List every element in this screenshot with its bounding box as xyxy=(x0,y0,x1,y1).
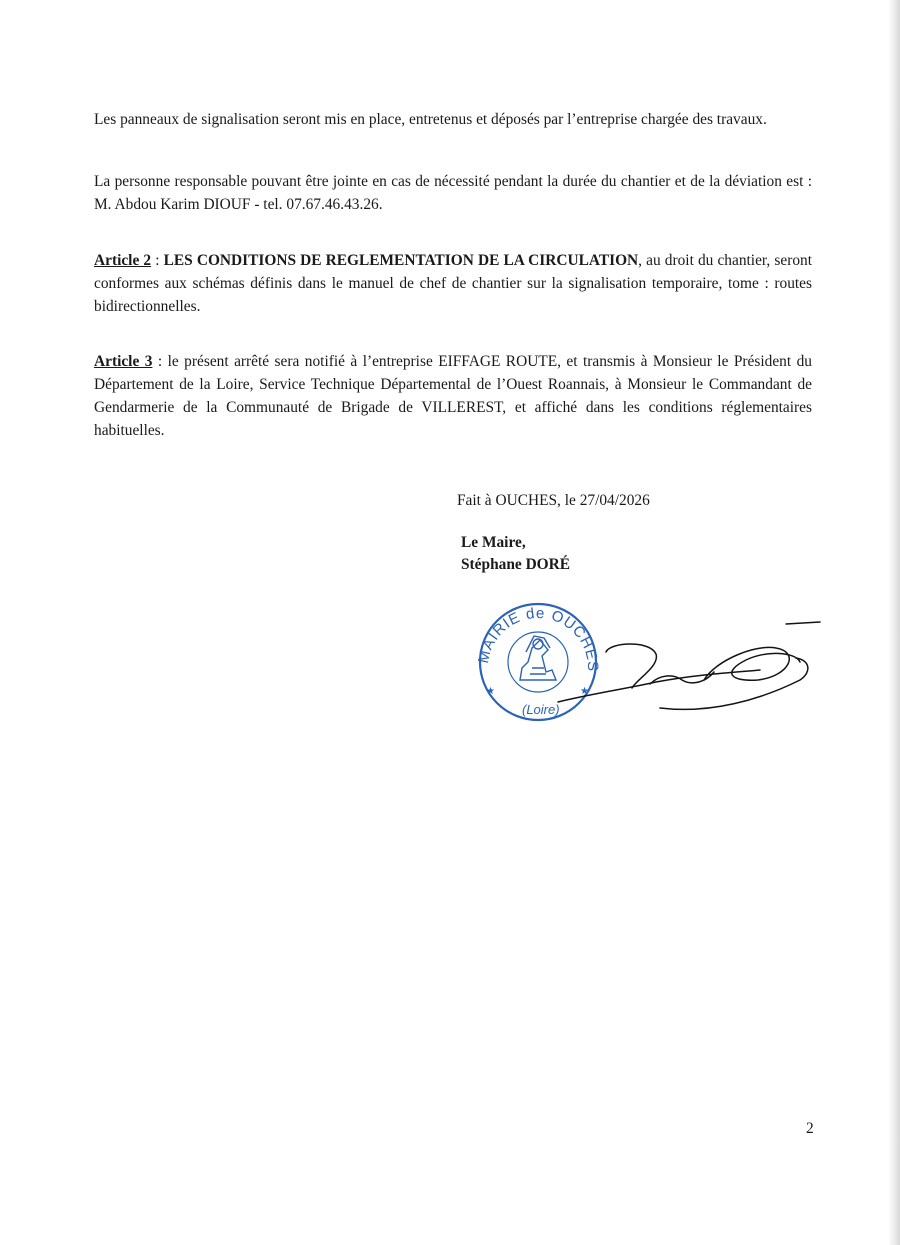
seal-star-left: ★ xyxy=(486,686,495,697)
article-2-separator: : xyxy=(151,252,164,269)
seal-top-text: MAIRIE de OUCHES xyxy=(475,604,602,673)
signage-paragraph: Les panneaux de signalisation seront mis en place, entretenus et déposés par l’entreprise chargée des travaux. xyxy=(94,111,767,128)
town-hall-seal xyxy=(475,604,601,720)
seal-emblem-icon xyxy=(520,636,556,680)
seal-bottom-text: (Loire) xyxy=(522,702,560,717)
page-number: 2 xyxy=(806,1120,814,1137)
mayor-name: Stéphane DORÉ xyxy=(461,556,571,573)
article-3-paragraph xyxy=(94,350,812,442)
article-2-heading: LES CONDITIONS DE REGLEMENTATION DE LA CIRCULATION xyxy=(163,252,639,269)
page-edge-shadow xyxy=(888,0,900,1245)
seal-and-signature xyxy=(460,590,840,730)
article-2-label: Article 2 xyxy=(94,252,152,269)
article-2-paragraph xyxy=(94,249,812,318)
place-date: Fait à OUCHES, le 27/04/2026 xyxy=(457,492,650,509)
article-2-text: , au droit du chantier, seront conformes aux schémas définis dans le manuel de chef de chantier sur la signalisation temporaire, tome : routes bidirectionnelles. xyxy=(94,252,812,315)
contact-paragraph: La personne responsable pouvant être jointe en cas de nécessité pendant la durée du chantier et de la déviation est : M. Abdou Karim DIOUF - tel. 07.67.46.43.26. xyxy=(94,173,812,213)
seal-star-right: ★ xyxy=(580,686,589,697)
article-3-label: Article 3 xyxy=(94,353,153,370)
article-3-text: : le présent arrêté sera notifié à l’entreprise EIFFAGE ROUTE, et transmis à Monsieur le Président du Département de la Loire, Service Technique Départemental de l’Ouest Roannais, à Monsieur le Commandant de Gendarmerie de la Communauté de Brigade de VILLEREST, et affiché dans les conditions réglementaires habituelles. xyxy=(94,353,812,439)
mayor-title: Le Maire, xyxy=(461,534,526,551)
